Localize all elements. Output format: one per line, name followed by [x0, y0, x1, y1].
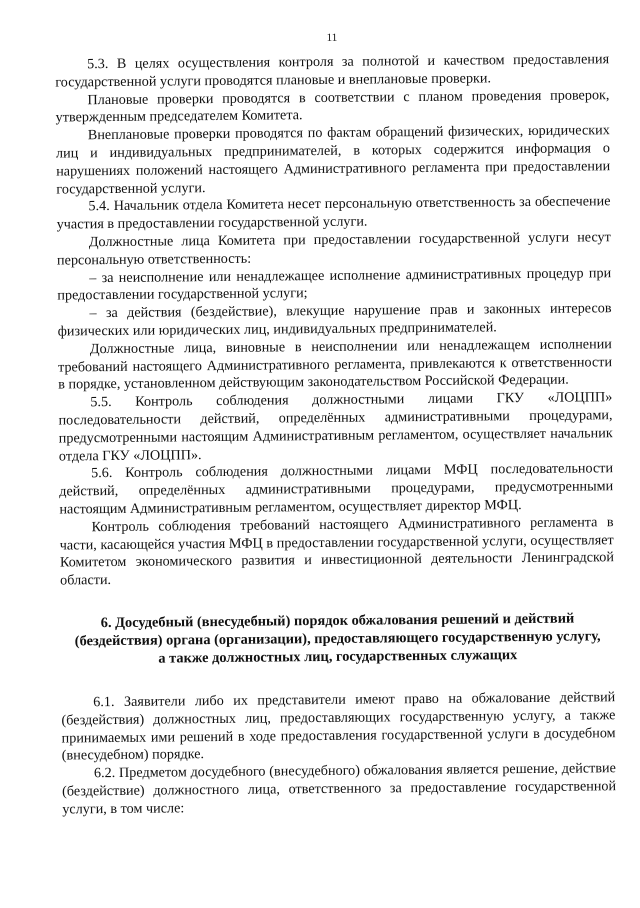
paragraph-6-1: 6.1. Заявители либо их представители имеют право на обжалование действий (бездействия) должностных лиц, предоставляющих государственную услугу, а также принимаемых ими решений в ходе предоставления государственной услуги в досудебном (внесудебном) порядке.: [61, 689, 616, 764]
paragraph-control-mfc: Контроль соблюдения требований настоящего Административного регламента в части, касающейся участия МФЦ в предоставлении государственной услуги, осуществляет Комитетом экономического развития и инвестиционной деятельности Ленинградской области.: [59, 513, 614, 589]
paragraph-5-5: 5.5. Контроль соблюдения должностными лицами ГКУ «ЛОЦПП» последовательности действий, определённых административными процедурами, предусмотренными настоящим Административным регламентом, осуществляет начальник отдела ГКУ «ЛОЦПП».: [58, 389, 613, 465]
page-number: 11: [326, 31, 338, 44]
paragraph-planned-checks: Плановые проверки проводятся в соответствии с планом проведения проверок, утвержденным председателем Комитета.: [55, 86, 610, 126]
paragraph-5-3: 5.3. В целях осуществления контроля за полнотой и качеством предоставления государственной услуги проводятся плановые и внеплановые проверки.: [55, 51, 610, 91]
section-heading: 6. Досудебный (внесудебный) порядок обжалования решений и действий (бездействия) органа (организации), предоставляющего государственную услугу, а также должностных лиц, государственных служащих: [74, 610, 601, 667]
paragraph-officials-responsibility: Должностные лица Комитета при предоставлении государственной услуги несут персональную ответственность:: [56, 229, 611, 269]
paragraph-unplanned-checks: Внеплановые проверки проводятся по фактам обращений физических, юридических лиц и индивидуальных предпринимателей, в которых содержится информация о нарушениях положений настоящего Административного регламента при предоставлении государственной услуги.: [55, 122, 611, 198]
paragraph-6-2: 6.2. Предметом досудебного (внесудебного) обжалования является решение, действие (бездействие) должностного лица, ответственного за предоставление государственной услуги, в том числе:: [62, 760, 617, 818]
list-item-nonperformance: – за неисполнение или ненадлежащее исполнение административных процедур при предоставлении государственной услуги;: [57, 264, 612, 304]
paragraph-guilty-officials: Должностные лица, виновные в неисполнении или ненадлежащем исполнении требований настоящего Административного регламента, привлекаются к ответственности в порядке, установленном действующим законодательством Российской Федерации.: [57, 335, 613, 393]
paragraph-5-6: 5.6. Контроль соблюдения должностными лицами МФЦ последовательности действий, определённых административными процедурами, предусмотренными настоящим Административным регламентом, осуществляет директор МФЦ.: [59, 460, 614, 518]
list-item-actions: – за действия (бездействие), влекущие нарушение прав и законных интересов физических или юридических лиц, индивидуальных предпринимателей.: [57, 300, 612, 340]
paragraph-5-4: 5.4. Начальник отдела Комитета несет персональную ответственность за обеспечение участия в предоставлении государственной услуги.: [56, 193, 611, 233]
